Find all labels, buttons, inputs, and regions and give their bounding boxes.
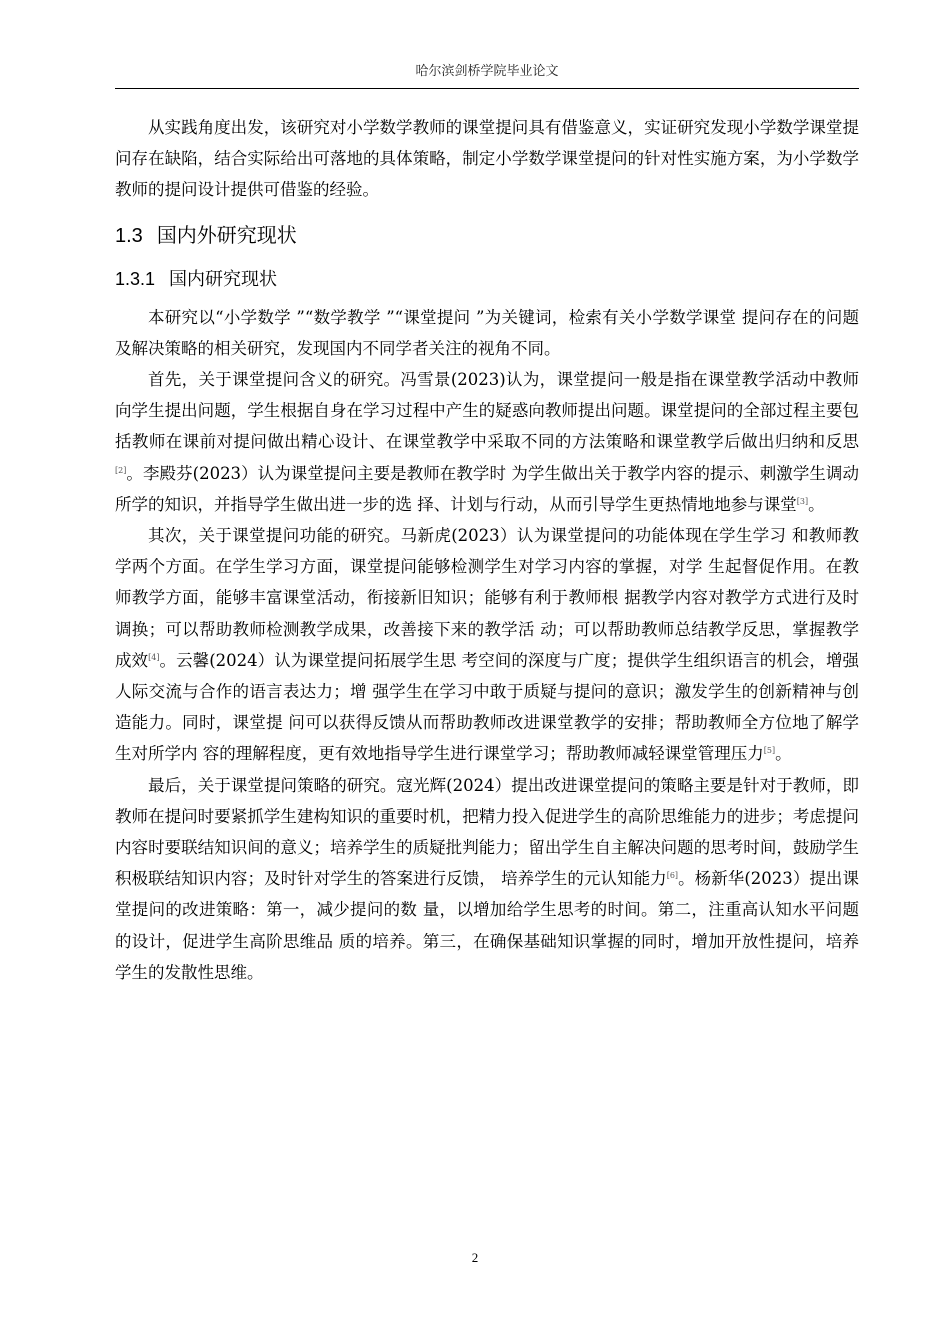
- running-header: [115, 62, 859, 89]
- paragraph-text: 。: [808, 494, 825, 514]
- citation-ref: [2]: [115, 465, 127, 475]
- paragraph-definition: [115, 364, 859, 520]
- section-title: 国内外研究现状: [156, 222, 297, 247]
- citation-ref: [5]: [763, 746, 776, 756]
- paragraph-keywords: 本研究以“小学数学 ”“数学教学 ”“课堂提问 ”为关键词，检索有关小学数学课堂 提问存在的问题及解决策略的相关研究，发现国内不同学者关注的视角不同。: [115, 307, 859, 358]
- citation-ref: [3]: [796, 496, 809, 506]
- citation-ref: [4]: [148, 652, 160, 662]
- section-heading: [115, 216, 859, 255]
- paragraph-text: 。杨新华(2023）提出课堂提问的改进策略：第一，减少提问的数 量，以增加给学生思考的时间。第二，注重高认知水平问题的设计，促进学生高阶思维品 质的培养。第三，在确保基础知识掌握的同时，增加开放性提问，培养学生的发散性思维。: [115, 869, 859, 982]
- paragraph-text: 首先，关于课堂提问含义的研究。冯雪景(2023)认为，课堂提问一般是指在课堂教学活动中教师向学生提出问题，学生根据自身在学习过程中产生的疑惑向教师提出问题。课堂提问的全部过程主要包括教师在课前对提问做出精心设计、在课堂教学中采取不同的方法策略和课堂教学后做出归纳和反思: [115, 370, 859, 452]
- paragraph-text: 最后，关于课堂提问策略的研究。寇光辉(2024）提出改进课堂提问的策略主要是针对于教师，即教师在提问时要紧抓学生建构知识的重要时机，把精力投入促进学生的高阶思维能力的进步；考虑提问内容时要联结知识间的意义；培养学生的质疑批判能力；留出学生自主解决问题的思考时间，鼓励学生积极联结知识内容；及时针对学生的答案进行反馈， 培养学生的元认知能力: [115, 775, 859, 889]
- subsection-heading: [115, 261, 859, 298]
- paragraph-function: [115, 520, 859, 770]
- page-number: 2: [471, 1250, 479, 1265]
- intro-paragraph: 从实践角度出发，该研究对小学数学教师的课堂提问具有借鉴意义，实证研究发现小学数学课堂提问存在缺陷，结合实际给出可落地的具体策略，制定小学数学课堂提问的针对性实施方案，为小学数学教师的提问设计提供可借鉴的经验。: [115, 118, 859, 200]
- paragraph-text: 。云馨(2024）认为课堂提问拓展学生思 考空间的深度与广度；提供学生组织语言的机会，增强人际交流与合作的语言表达力；增 强学生在学习中敢于质疑与提问的意识；激发学生的创新精神与创造能力。同时，课堂提 问可以获得反馈从而帮助教师改进课堂教学的安排；帮助教师全方位地了解学生对所学内 容的理解程度，更有效地指导学生进行课堂学习；帮助教师减轻课堂管理压力: [115, 650, 859, 764]
- subsection-number: 1.3.1: [115, 268, 156, 289]
- subsection-title: 国内研究现状: [169, 268, 278, 290]
- header-title: 哈尔滨剑桥学院毕业论文: [415, 64, 559, 79]
- citation-ref: [6]: [666, 871, 679, 881]
- paragraph-text: 。: [775, 744, 792, 764]
- paragraph-text: 。李殿芬(2023）认为课堂提问主要是教师在教学时 为学生做出关于教学内容的提示、刺激学生调动所学的知识，并指导学生做出进一步的选 择、计划与行动，从而引导学生更热情地地参与课堂: [115, 463, 859, 514]
- paragraph-text: 其次，关于课堂提问功能的研究。马新虎(2023）认为课堂提问的功能体现在学生学习 和教师教学两个方面。在学生学习方面，课堂提问能够检测学生对学习内容的掌握，对学 生起督促作用。在教师教学方面，能够丰富课堂活动，衔接新旧知识；能够有利于教师根 据教学内容对教学方式进行及时调换；可以帮助教师检测教学成果，改善接下来的教学活 动；可以帮助教师总结教学反思，掌握教学成效: [115, 526, 859, 670]
- section-number: 1.3: [115, 224, 143, 247]
- paragraph-strategy: [115, 770, 859, 988]
- page-body: [115, 112, 859, 988]
